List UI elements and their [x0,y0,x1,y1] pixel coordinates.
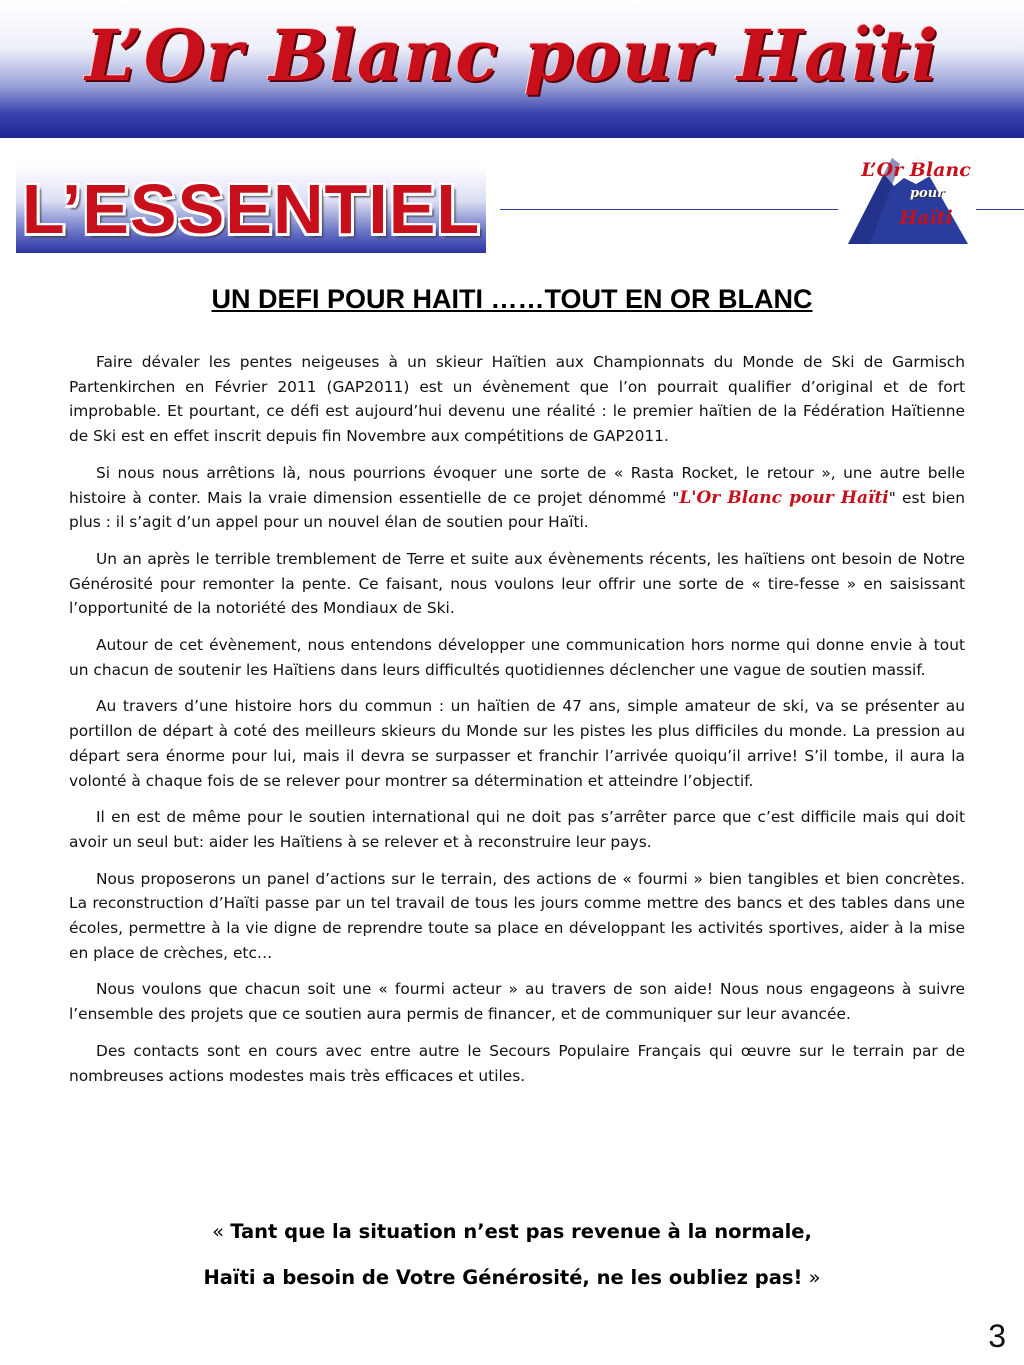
logo-line-2: pour [909,186,945,201]
logo-wordmark [840,158,974,230]
header-banner [0,0,1024,138]
quote-line-2: Haïti a besoin de Votre Générosité, ne les oubliez pas! [203,1266,803,1289]
page-number: 3 [988,1318,1006,1354]
paragraph-3: Un an après le terrible tremblement de Terre et suite aux évènements récents, les haïtiens ont besoin de Notre Générosité pour remonter la pente. Ce faisant, nous voulons leur offrir une sorte de « tire-fesse » en saisissant l’opportunité de la notoriété des Mondiaux de Ski. [69,549,965,618]
section-title-box [16,165,486,253]
mountain-logo [840,148,974,252]
logo-line-3: Haïti [899,207,953,229]
quote-open-mark: « [212,1220,231,1243]
paragraph-2-text-b: " est bien plus : il s’agit d’un appel pour un nouvel élan de soutien pour Haïti. [69,488,965,532]
quote-close-mark: » [802,1266,821,1289]
paragraph-2-brand: L'Or Blanc pour Haïti [679,487,889,508]
paragraph-2 [69,461,965,535]
closing-quote-line-1 [0,1220,1024,1243]
paragraph-9: Des contacts sont en cours avec entre autre le Secours Populaire Français qui œuvre sur le terrain par de nombreuses actions modestes mais très efficaces et utiles. [69,1041,965,1085]
section-title: L’ESSENTIEL [21,170,481,248]
paragraph-4: Autour de cet évènement, nous entendons développer une communication hors norme qui donne envie à tout un chacun de soutenir les Haïtiens dans leurs difficultés quotidiennes déclencher une vague de soutien massif. [69,636,965,679]
closing-quote-line-2 [0,1266,1024,1289]
article-body [69,350,965,1100]
paragraph-8: Nous voulons que chacun soit une « fourmi acteur » au travers de son aide! Nous nous engageons à suivre l’ensemble des projets que ce soutien aura permis de financer, et de communiquer sur leur avancée. [69,980,965,1024]
article-headline: UN DEFI POUR HAITI ……TOUT EN OR BLANC [211,284,813,314]
divider-line-right [976,209,1024,210]
paragraph-6: Il en est de même pour le soutien international qui ne doit pas s’arrêter parce que c’est difficile mais qui doit avoir un seul but: aider les Haïtiens à se relever et à reconstruire leur pays. [69,808,965,851]
divider-line-left [500,209,838,210]
banner-title: L’Or Blanc pour Haïti [85,14,939,97]
logo-line-1: L’Or Blanc [861,159,971,181]
paragraph-7: Nous proposerons un panel d’actions sur le terrain, des actions de « fourmi » bien tangibles et bien concrètes. La reconstruction d’Haïti passe par un tel travail de tous les jours comme mettre des bancs et des tables dans une écoles, permettre à la vie digne de reprendre toute sa place en développant les activités sportives, aider à la mise en place de crèches, etc… [69,869,965,962]
quote-line-1: Tant que la situation n’est pas revenue à la normale, [230,1220,812,1243]
paragraph-2-text-a: Si nous nous arrêtions là, nous pourrions évoquer une sorte de « Rasta Rocket, le retour », une autre belle histoire à conter. Mais la vraie dimension essentielle de ce projet dénommé " [69,463,965,507]
paragraph-5: Au travers d’une histoire hors du commun : un haïtien de 47 ans, simple amateur de ski, va se présenter au portillon de départ à coté des meilleurs skieurs du Monde sur les pistes les plus difficiles du monde. La pression au départ sera énorme pour lui, mais il devra se surpasser et franchir l’arrivée quoiqu’il arrive! S’il tombe, il aura la volonté à chaque fois de se relever pour montrer sa détermination et atteindre l’objectif. [69,697,965,790]
paragraph-1: Faire dévaler les pentes neigeuses à un skieur Haïtien aux Championnats du Monde de Ski de Garmisch Partenkirchen en Février 2011 (GAP2011) est un évènement que l’on pourrait qualifier d’original et de fort improbable. Et pourtant, ce défi est aujourd’hui devenu une réalité : le premier haïtien de la Fédération Haïtienne de Ski est en effet inscrit depuis fin Novembre aux compétitions de GAP2011. [69,353,965,446]
